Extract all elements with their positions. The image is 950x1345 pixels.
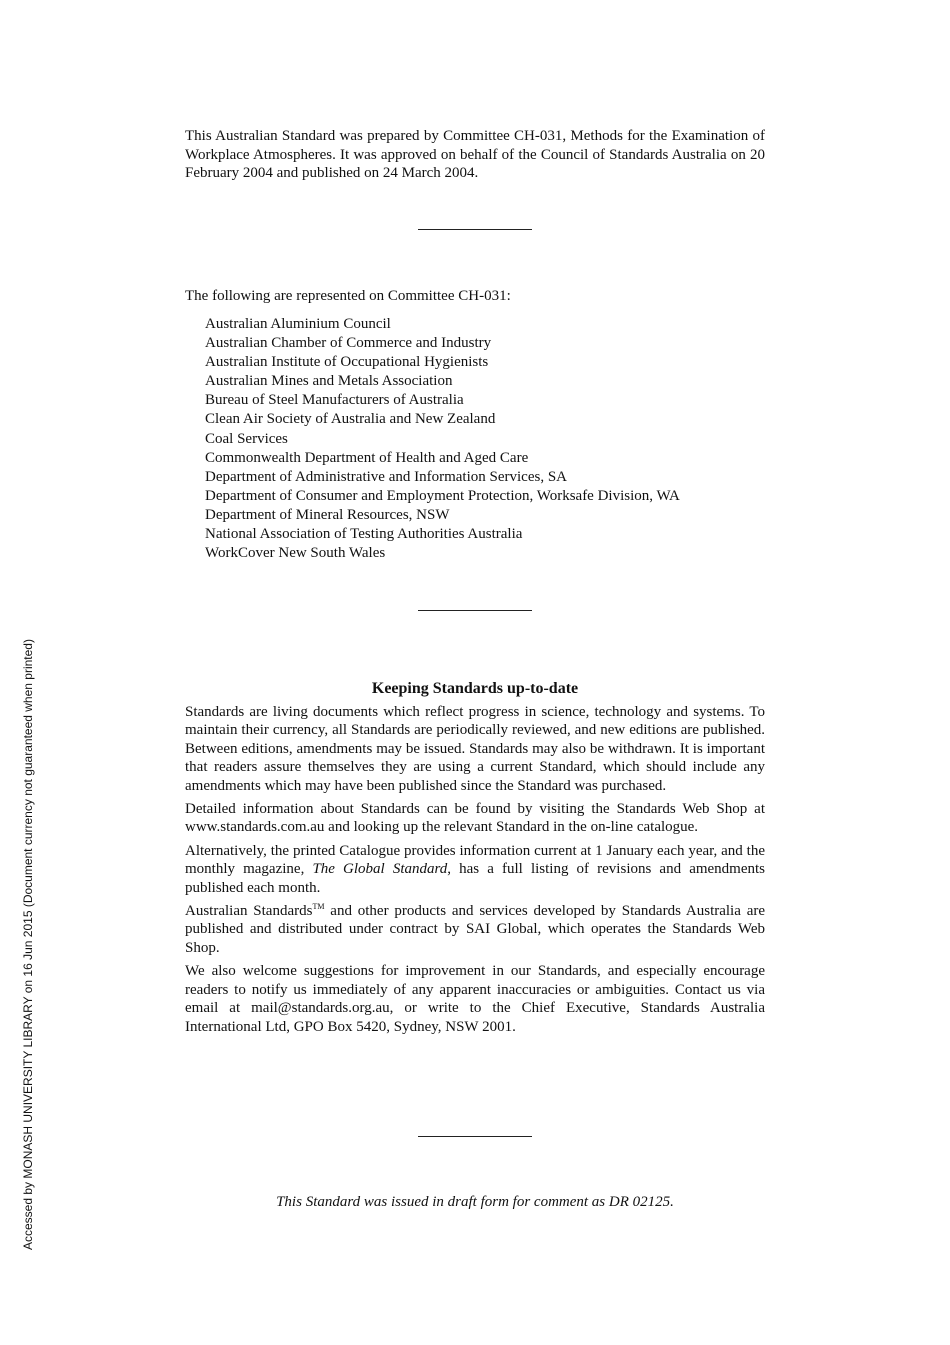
committee-member: Australian Aluminium Council (205, 316, 391, 332)
committee-member: Department of Administrative and Information Services, SA (205, 468, 567, 485)
keeping-paragraph-4 (185, 902, 765, 957)
paragraph-text: Australian Standards (185, 903, 313, 920)
committee-member: Department of Mineral Resources, NSW (205, 506, 450, 523)
committee-member: Australian Chamber of Commerce and Industry (205, 335, 492, 352)
committee-member-list (205, 315, 805, 563)
section-divider (418, 229, 532, 230)
committee-member: WorkCover New South Wales (205, 545, 386, 562)
magazine-title: The Global Standard (312, 861, 448, 878)
keeping-standards-heading: Keeping Standards up-to-date (371, 680, 579, 697)
paragraph-text: , has a full listing of revisions and amendments published each month. (185, 861, 766, 896)
section-divider (418, 610, 532, 611)
committee-member: Bureau of Steel Manufacturers of Australia (205, 392, 464, 409)
keeping-paragraph-5: We also welcome suggestions for improvement in our Standards, and especially encourage readers to notify us immediately of any apparent inaccuracies or ambiguities. Contact us via email at mail@standards.org.au, or write to the Chief Executive, Standards Australia International Ltd, GPO Box 5420, Sydney, NSW 2001. (185, 963, 765, 1035)
trademark-mark: TM (312, 902, 325, 912)
access-watermark: Accessed by MONASH UNIVERSITY LIBRARY on 16 Jun 2015 (Document currency not guaranteed when printed) (21, 639, 35, 1250)
keeping-paragraph-1: Standards are living documents which reflect progress in science, technology and systems. To maintain their currency, all Standards are periodically reviewed, and new editions are published. Between editions, amendments may be issued. Standards may also be withdrawn. It is important that readers assure themselves they are using a current Standard, which should include any amendments which may have been published since the Standard was purchased. (185, 704, 765, 794)
keeping-standards-body (185, 703, 765, 1041)
committee-member: Australian Mines and Metals Association (205, 373, 453, 390)
paragraph-text: Alternatively, the printed Catalogue provides information current at 1 January each year, and the monthly magazine, (185, 842, 765, 878)
paragraph-text: and other products and services developed by Standards Australia are published and distributed under contract by SAI Global, which operates the Standards Web Shop. (185, 903, 766, 956)
committee-member: Commonwealth Department of Health and Aged Care (205, 449, 529, 466)
committee-member: National Association of Testing Authorities Australia (205, 526, 523, 543)
committee-member: Australian Institute of Occupational Hygienists (205, 354, 489, 371)
preparation-statement: This Australian Standard was prepared by Committee CH-031, Methods for the Examination of Workplace Atmospheres. It was approved on behalf of the Council of Standards Australia on 20 February 2004 and published on 24 March 2004. (185, 128, 765, 181)
committee-representation-intro: The following are represented on Committee CH-031: (185, 288, 511, 304)
section-divider (418, 1136, 532, 1137)
draft-note: This Standard was issued in draft form for comment as DR 02125. (276, 1194, 674, 1210)
committee-member: Clean Air Society of Australia and New Zealand (205, 411, 496, 428)
keeping-paragraph-2: Detailed information about Standards can be found by visiting the Standards Web Shop at www.standards.com.au and looking up the relevant Standard in the on-line catalogue. (185, 801, 765, 836)
committee-member: Department of Consumer and Employment Protection, Worksafe Division, WA (205, 487, 680, 504)
keeping-paragraph-3 (185, 842, 765, 897)
committee-member: Coal Services (205, 430, 288, 447)
